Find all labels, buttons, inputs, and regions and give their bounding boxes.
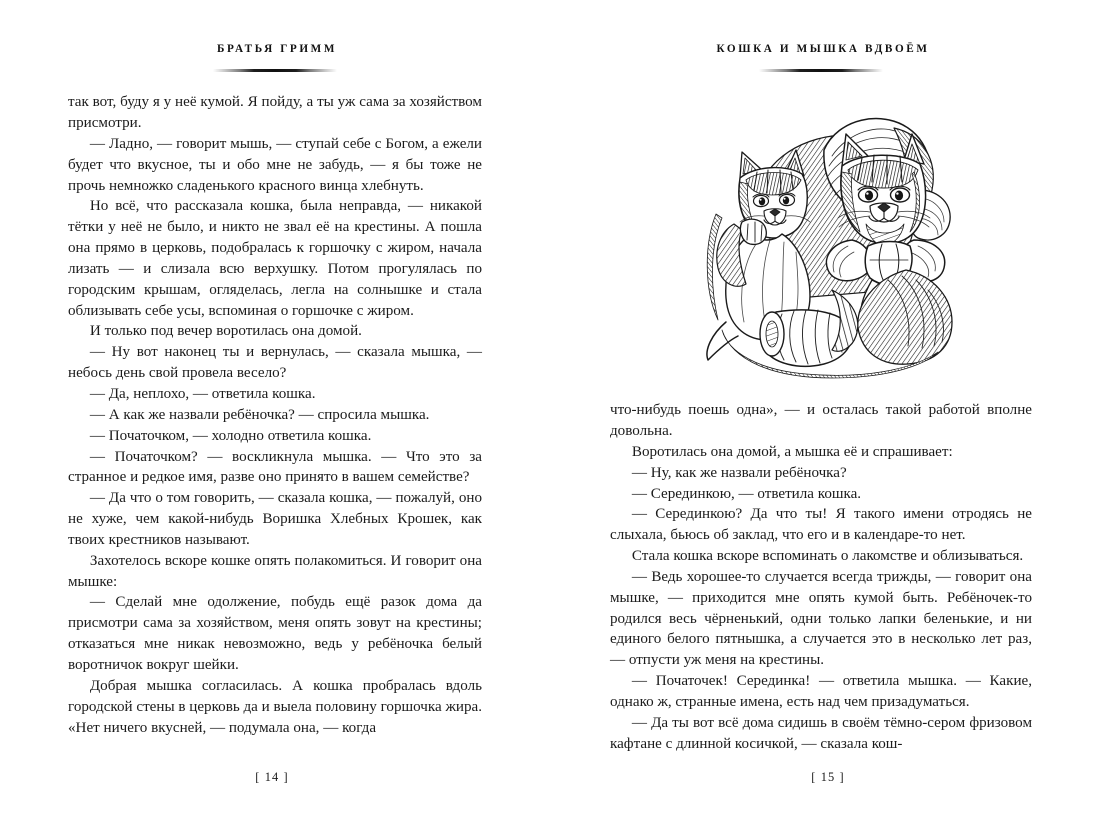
paragraph: Добрая мышка согласилась. А кошка пробралась вдоль городской стены в церковь да и выела половину горшочка жира. «Нет ничего вкусней, — подумала она, — когда [68,677,482,736]
right-page [550,0,1100,825]
paragraph: Воротилась она домой, а мышка её и спрашивает: [631,443,953,460]
running-head-left: БРАТЬЯ ГРИММ [216,43,337,55]
paragraph: — Серединкою, — ответила кошка. [631,485,862,502]
left-page-body [68,92,482,738]
paragraph: — Початочком, — холодно ответила кошка. [89,427,372,444]
paragraph: Стала кошка вскоре вспоминать о лакомстве и облизываться. [631,548,1024,565]
page-number-left: [ 14 ] [255,770,289,784]
paragraph: Захотелось вскоре кошке опять полакомиться. И говорит она мышке: [68,552,482,590]
paragraph: — Ну, как же назвали ребёночка? [631,464,847,481]
paragraph: так вот, буду я у неё кумой. Я пойду, а ты уж сама за хозяйством присмотри. [68,94,482,132]
paragraph: Но всё, что рассказала кошка, была неправда, — никакой тётки у неё не было, и никто не звал её на крестины. А пошла она прямо в церковь, подобралась к горшочку с жиром, начала лизать — и слизала всю верхушку. Потом прогулялась по городским крышам, огляделась, легла на солнышке и стала облизывать себе усы, вспоминая о горшочке с жиром. [68,198,482,319]
running-head-right: КОШКА И МЫШКА ВДВОЁМ [716,43,930,55]
paragraph: — Ну вот наконец ты и вернулась, — сказала мышка, — небось день свой провела весело? [68,344,482,382]
ornamental-rule-right [759,69,883,72]
right-page-body [610,400,1032,754]
paragraph: — Да, неплохо, — ответила кошка. [89,386,316,403]
left-page-text-block [68,44,482,785]
paragraph: — Ладно, — говорит мышь, — ступай себе с Богом, а ежели будет что вкусное, ты и обо мне не забудь, — я бы тоже не прочь немножко сладенького красного винца хлебнуть. [68,135,482,194]
page-number-right: [ 15 ] [811,770,845,784]
paragraph: — Да ты вот всё дома сидишь в своём тёмно-сером фризовом кафтане с длинной косичкой, — сказала кош- [610,714,1032,752]
paragraph: — Ведь хорошее-то случается всегда трижды, — говорит она мышке, — приходится мне опять кумой быть. Ребёночек-то родился весь чёрненький, одни только лапки беленькие, и ни единого белого пятнышка, а случается это в несколько лет раз, — отпусти уж меня на крестины. [610,568,1032,669]
ornamental-rule-left [213,69,337,72]
paragraph: — Початочком? — воскликнула мышка. — Что это за странное и редкое имя, разве оно принято в вашем семействе? [68,448,482,486]
paragraph: — Серединкою? Да что ты! Я такого имени отродясь не слыхала, бьюсь об заклад, что его и в календаре-то нет. [610,506,1032,544]
paragraph: И только под вечер воротилась она домой. [89,323,362,340]
paragraph: — А как же назвали ребёночка? — спросила мышка. [89,406,430,423]
paragraph: — Да что о том говорить, — сказала кошка, — пожалуй, оно не хуже, чем какой-нибудь Воришка Хлебных Крошек, как твоих крестников называют. [68,490,482,548]
paragraph: — Сделай мне одолжение, побудь ещё разок дома да присмотри сама за хозяйством, меня опять зовут на крестины; отказаться мне никак невозможно, ведь у ребёночка белый воротничок вокруг шейки. [68,594,482,673]
paragraph: — Початочек! Серединка! — ответила мышка. — Какие, однако ж, странные имена, есть над чем призадуматься. [610,673,1032,711]
cat-in-bonnet-holding-kitten-illustration [656,94,986,382]
right-page-text-block [610,44,1032,785]
paragraph: что-нибудь поешь одна», — и осталась такой работой вполне довольна. [610,402,1032,440]
